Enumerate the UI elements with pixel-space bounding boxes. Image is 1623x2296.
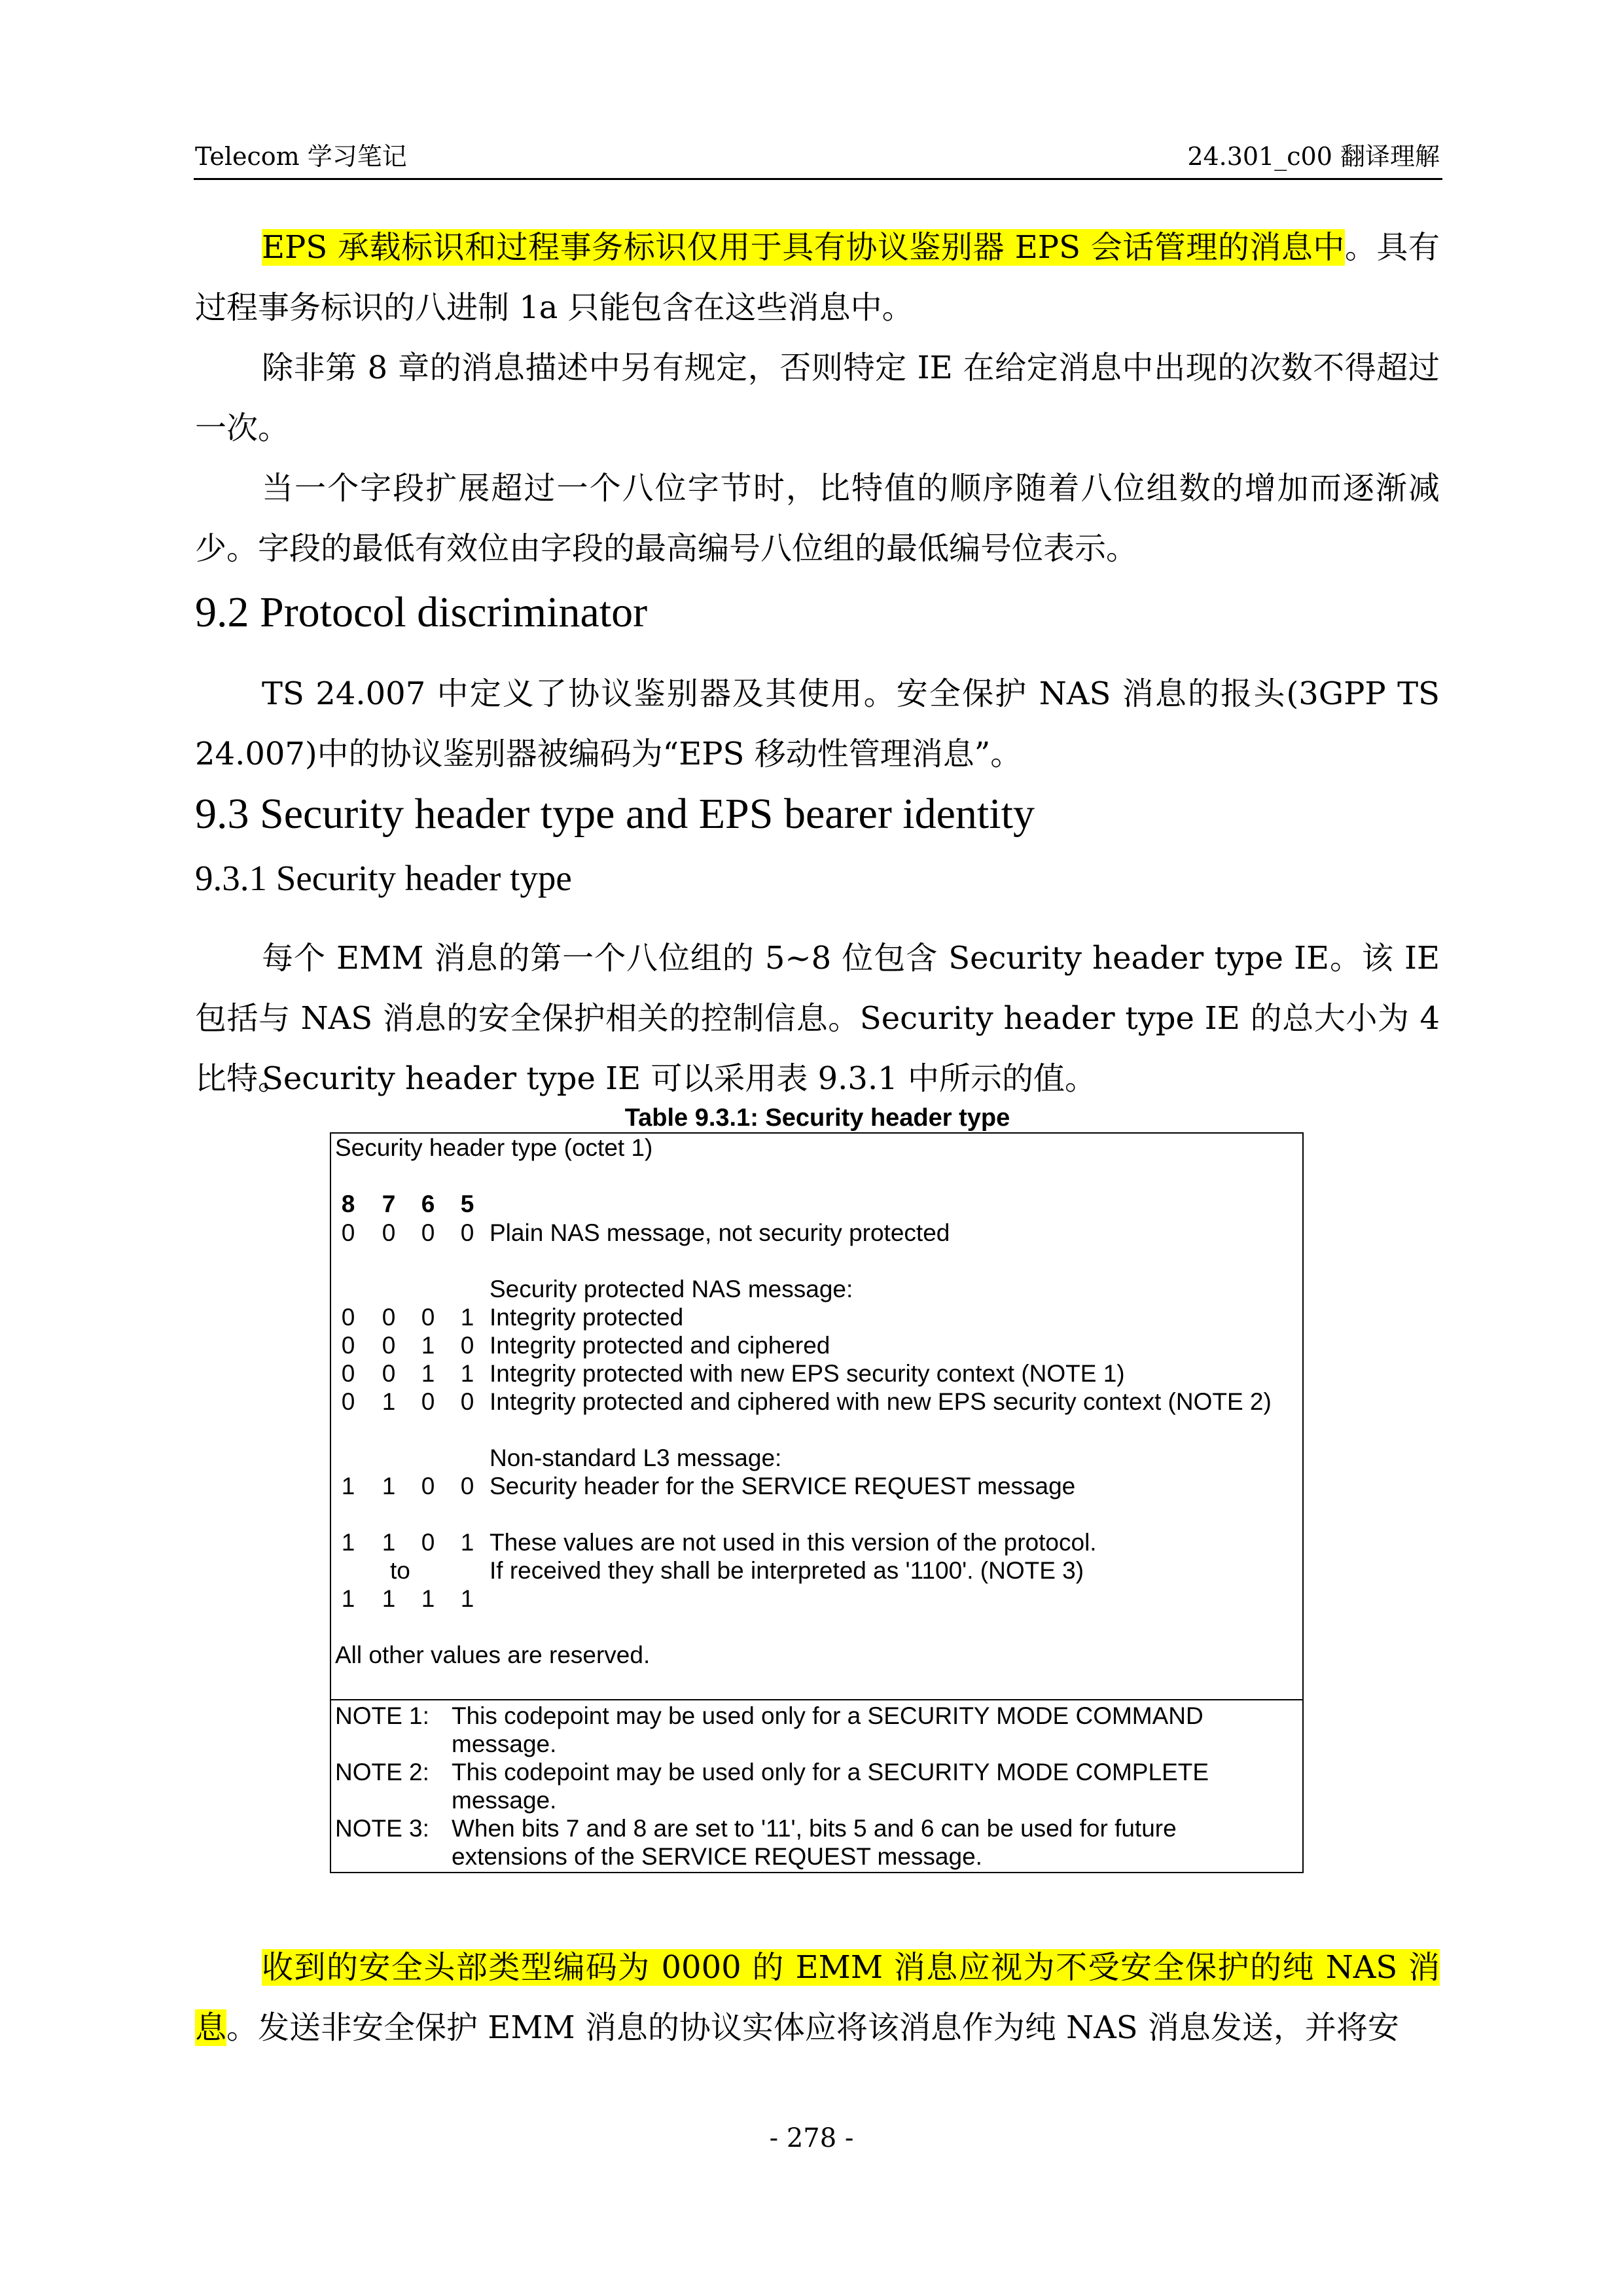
bit-value: 0 <box>421 1304 435 1331</box>
bit-value: 0 <box>382 1304 396 1331</box>
bit-value: 1 <box>341 1585 355 1612</box>
paragraph-ie-occurrence: 除非第 8 章的消息描述中另有规定，否则特定 IE 在给定消息中出现的次数不得超过一次。 <box>195 350 1440 446</box>
note-text: message. <box>452 1731 557 1757</box>
bit-value: 0 <box>421 1529 435 1556</box>
running-header-title: Telecom 学习笔记 <box>195 142 407 171</box>
bit-header: 8 <box>341 1191 355 1217</box>
bit-value: 1 <box>421 1332 435 1359</box>
note-text: When bits 7 and 8 are set to '11', bits 5 and 6 can be used for future <box>452 1815 1177 1842</box>
bit-value: 0 <box>341 1304 355 1331</box>
bit-value: 0 <box>341 1332 355 1359</box>
heading-9-3-1: 9.3.1 Security header type <box>195 858 572 898</box>
bit-value: 0 <box>341 1388 355 1415</box>
note-text: This codepoint may be used only for a SECURITY MODE COMPLETE <box>452 1759 1209 1785</box>
heading-9-2: 9.2 Protocol discriminator <box>195 588 648 636</box>
paragraph-plain-nas <box>195 1937 1440 2058</box>
bit-value: 1 <box>460 1304 474 1331</box>
row-description: Integrity protected and ciphered <box>490 1332 830 1359</box>
bit-value: 0 <box>382 1360 396 1387</box>
bit-value: 1 <box>382 1388 396 1415</box>
paragraph-security-header-type: 每个 EMM 消息的第一个八位组的 5~8 位包含 Security header type IE。该 IE 包括与 NAS 消息的安全保护相关的控制信息。Security header type IE 的总大小为 4 比特。 <box>195 940 1440 1097</box>
paragraph-table-reference: Security header type IE 可以采用表 9.3.1 中所示的值。 <box>262 1060 1097 1097</box>
bit-header: 6 <box>421 1191 435 1217</box>
highlighted-text: EPS 承载标识和过程事务标识仅用于具有协议鉴别器 EPS 会话管理的消息中 <box>262 229 1345 266</box>
bit-header: 5 <box>460 1191 474 1217</box>
bit-value: 0 <box>421 1388 435 1415</box>
header-divider <box>194 178 1442 180</box>
bit-value: 0 <box>460 1219 474 1246</box>
bit-value: 0 <box>460 1473 474 1499</box>
table-divider <box>331 1699 1302 1700</box>
bit-value: 1 <box>382 1529 396 1556</box>
row-description: Integrity protected with new EPS security context (NOTE 1) <box>490 1360 1125 1387</box>
row-description: Security header for the SERVICE REQUEST message <box>490 1473 1076 1499</box>
paragraph-text: 。具有过程事务标识的八进制 1a 只能包含在这些消息中。 <box>195 229 1440 326</box>
row-description: Plain NAS message, not security protected <box>490 1219 950 1246</box>
table-title: Security header type (octet 1) <box>335 1134 653 1161</box>
bit-value: 1 <box>460 1585 474 1612</box>
bit-value: 0 <box>382 1332 396 1359</box>
note-label: NOTE 1: <box>335 1702 429 1729</box>
page-number: - 278 - <box>769 2123 854 2153</box>
bit-value: 1 <box>341 1473 355 1499</box>
bit-value: 1 <box>341 1529 355 1556</box>
bit-value: 0 <box>421 1473 435 1499</box>
row-description: If received they shall be interpreted as '1100'. (NOTE 3) <box>490 1557 1084 1584</box>
row-description: Integrity protected <box>490 1304 684 1331</box>
paragraph-eps-bearer-identity <box>195 217 1440 338</box>
group-label: Non-standard L3 message: <box>490 1444 782 1471</box>
bit-value: 0 <box>341 1219 355 1246</box>
row-description: Integrity protected and ciphered with new EPS security context (NOTE 2) <box>490 1388 1272 1415</box>
highlighted-text: 收到的安全头部类型编码为 0000 的 EMM 消息应视为不受安全保护的纯 NAS 消息 <box>195 1949 1440 2046</box>
paragraph-bit-order: 当一个字段扩展超过一个八位字节时，比特值的顺序随着八位组数的增加而逐渐减少。字段的最低有效位由字段的最高编号八位组的最低编号位表示。 <box>195 470 1440 567</box>
bit-header: 7 <box>382 1191 396 1217</box>
bit-value: 1 <box>460 1529 474 1556</box>
note-text: message. <box>452 1787 557 1814</box>
bit-value: 0 <box>460 1388 474 1415</box>
bit-value: 1 <box>382 1473 396 1499</box>
note-label: NOTE 2: <box>335 1759 429 1785</box>
bit-value: 1 <box>460 1360 474 1387</box>
bit-value: 0 <box>460 1332 474 1359</box>
heading-9-3: 9.3 Security header type and EPS bearer identity <box>195 790 1035 838</box>
paragraph-text: 。发送非安全保护 EMM 消息的协议实体应将该消息作为纯 NAS 消息发送，并将安 <box>226 2009 1399 2046</box>
bit-value: 0 <box>341 1360 355 1387</box>
security-header-type-table <box>330 1132 1304 1873</box>
reserved-note: All other values are reserved. <box>335 1641 651 1668</box>
bit-value: 1 <box>421 1360 435 1387</box>
running-header-doc-id: 24.301_c00 翻译理解 <box>1187 142 1440 171</box>
table-caption: Table 9.3.1: Security header type <box>624 1104 1010 1132</box>
note-label: NOTE 3: <box>335 1815 429 1842</box>
group-label: Security protected NAS message: <box>490 1276 853 1302</box>
range-to-label: to <box>390 1557 410 1584</box>
bit-value: 1 <box>382 1585 396 1612</box>
bit-value: 1 <box>421 1585 435 1612</box>
bit-value: 0 <box>382 1219 396 1246</box>
note-text: extensions of the SERVICE REQUEST message. <box>452 1843 982 1870</box>
bit-value: 0 <box>421 1219 435 1246</box>
row-description: These values are not used in this version of the protocol. <box>490 1529 1097 1556</box>
note-text: This codepoint may be used only for a SECURITY MODE COMMAND <box>452 1702 1204 1729</box>
paragraph-protocol-discriminator: TS 24.007 中定义了协议鉴别器及其使用。安全保护 NAS 消息的报头(3GPP TS 24.007)中的协议鉴别器被编码为“EPS 移动性管理消息”。 <box>195 675 1440 772</box>
